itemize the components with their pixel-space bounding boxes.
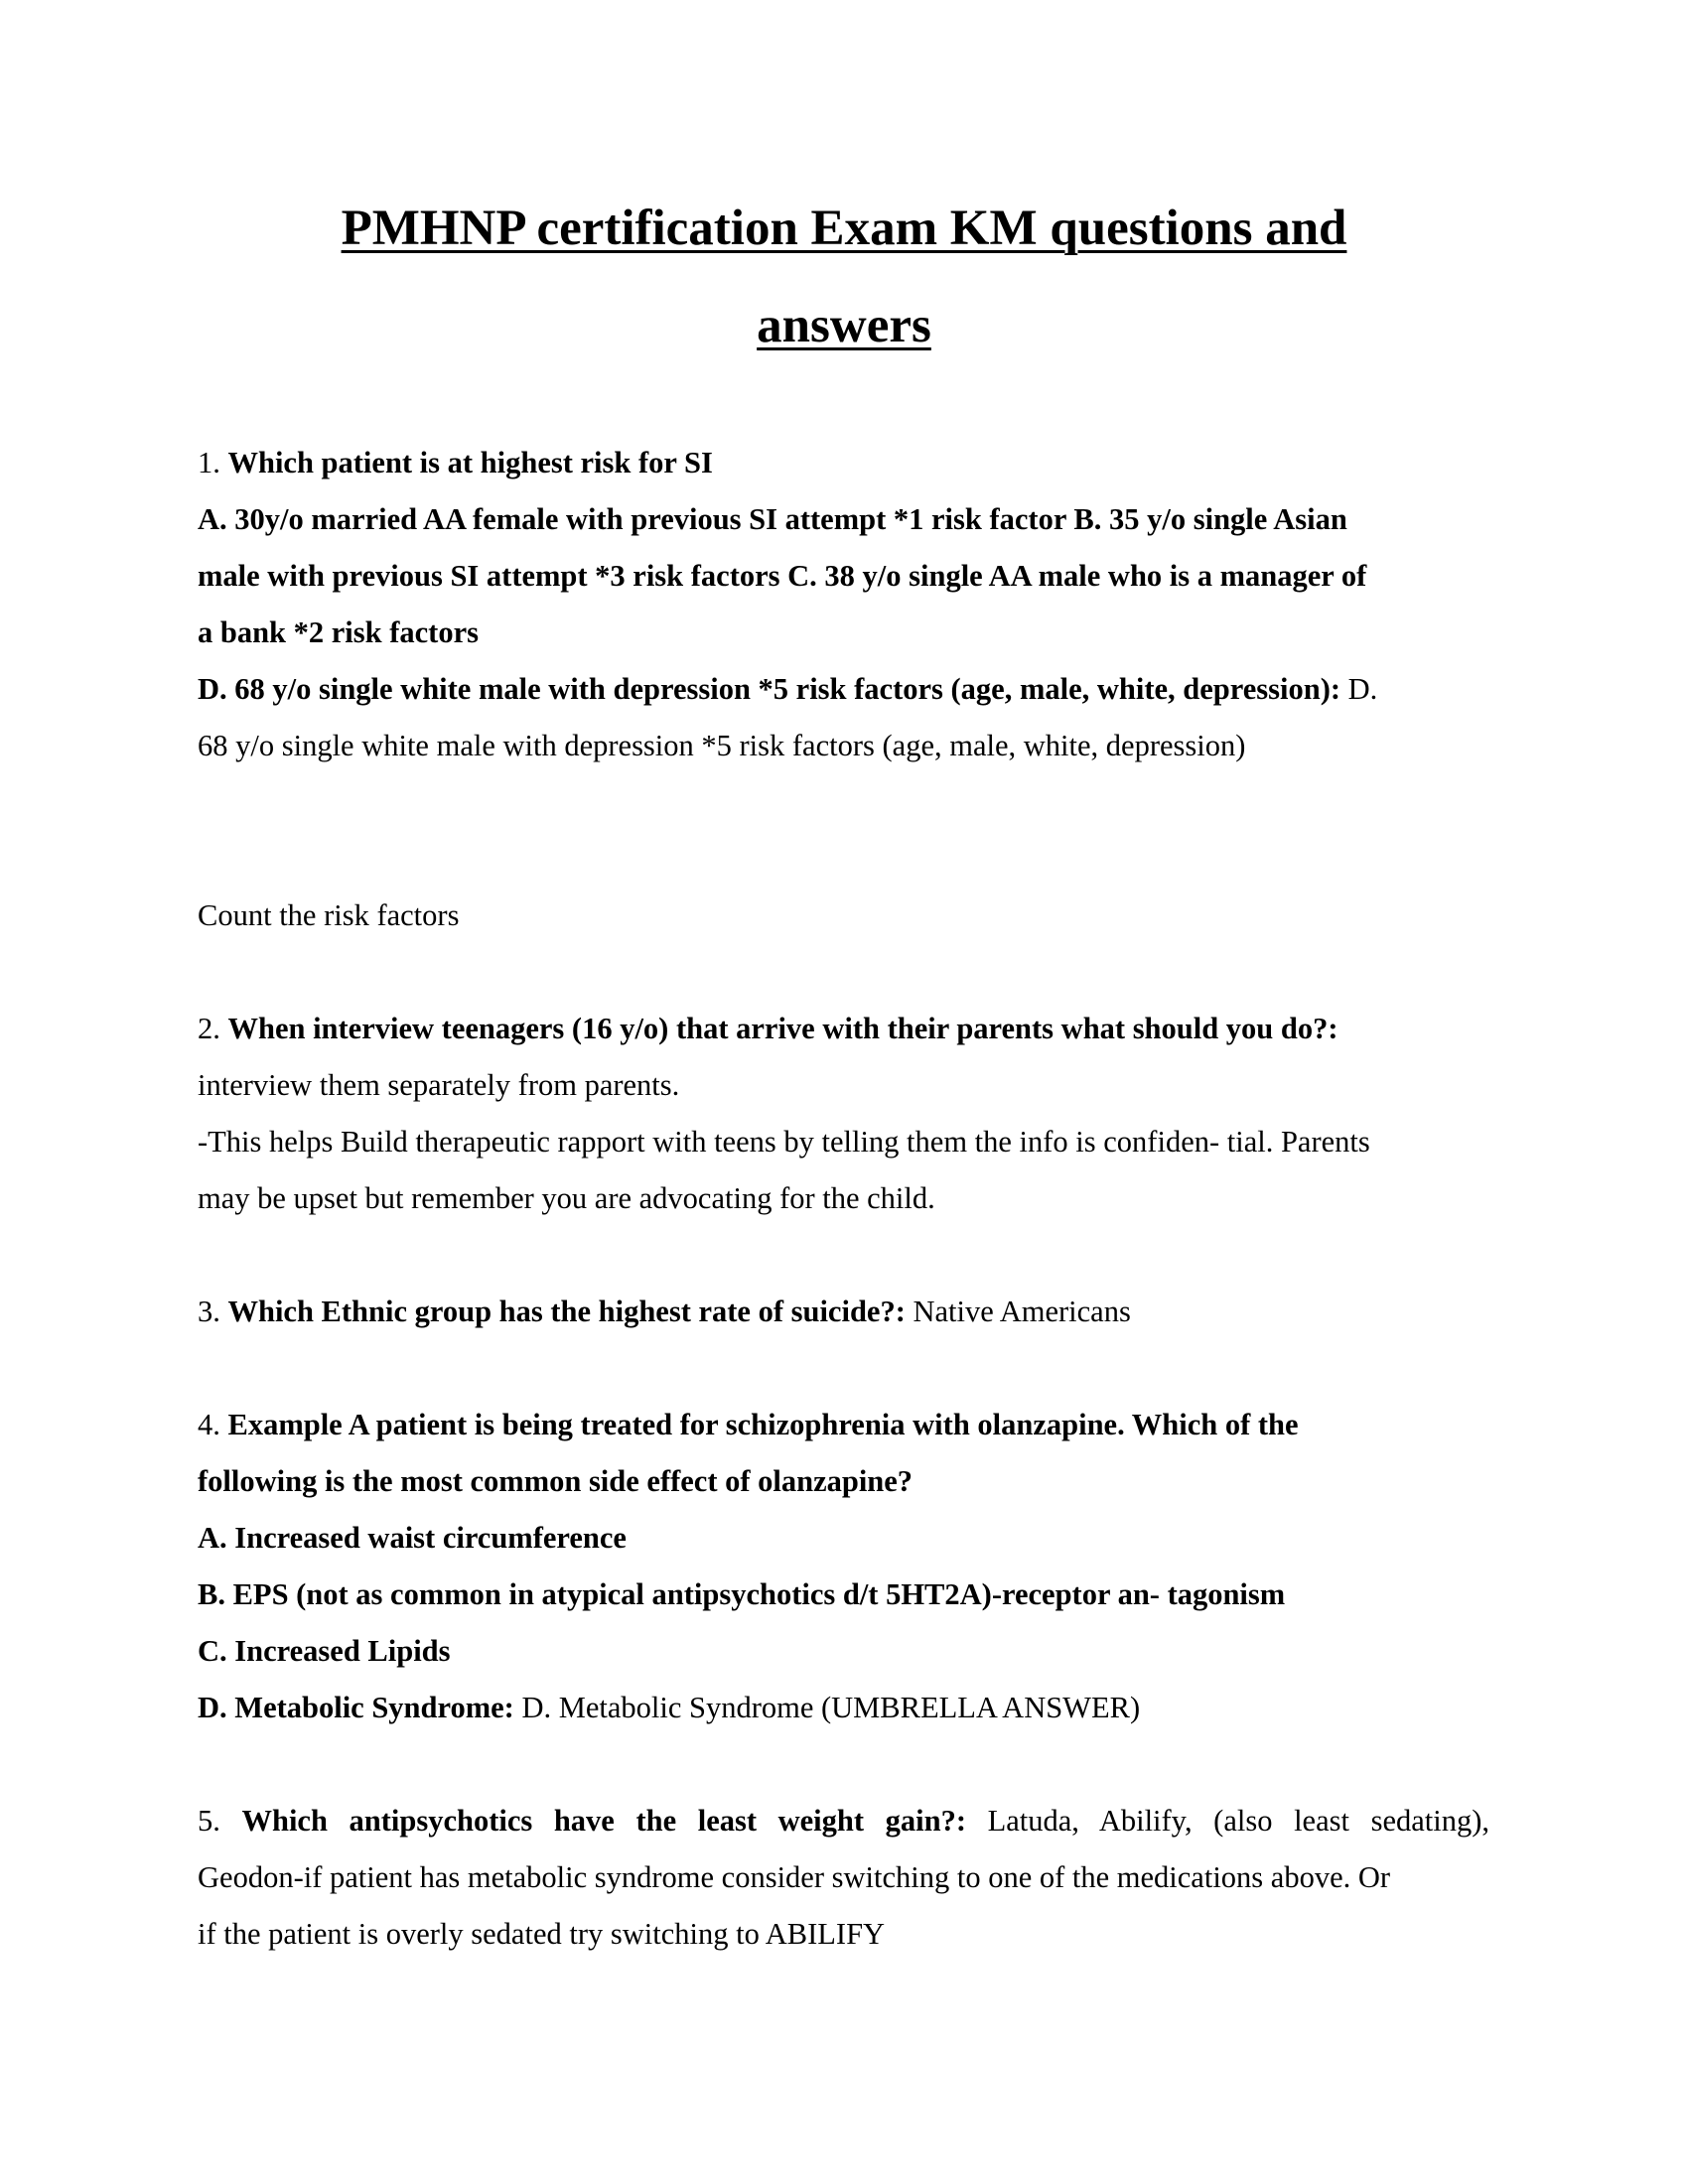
q1-note: Count the risk factors (198, 898, 460, 932)
q1-options-line-2: male with previous SI attempt *3 risk factors C. 38 y/o single AA male who is a manager of (198, 559, 1367, 593)
q1-question: Which patient is at highest risk for SI (227, 446, 713, 479)
q4-question-line-1 (198, 1406, 1488, 1443)
q2-answer-line-3: may be upset but remember you are advocating for the child. (198, 1181, 935, 1215)
q2-answer-line-1: interview them separately from parents. (198, 1068, 680, 1102)
q3-answer: Native Americans (905, 1295, 1131, 1328)
q5-question: Which antipsychotics have the least weight gain?: (241, 1804, 966, 1838)
document-title-line-2: answers (757, 298, 931, 353)
q4-number: 4. (198, 1408, 228, 1441)
q5-answer-start: Latuda, Abilify, (also least sedating), (965, 1804, 1489, 1838)
q2-question-line (198, 1010, 1488, 1047)
q2-answer-line-2: -This helps Build therapeutic rapport with teens by telling them the info is confiden- tial. Parents (198, 1125, 1370, 1159)
q4-option-a: A. Increased waist circumference (198, 1521, 627, 1555)
q3-question-line (198, 1293, 1488, 1330)
q1-option-d: D. 68 y/o single white male with depression *5 risk factors (age, male, white, depression): (198, 672, 1341, 706)
q5-number: 5. (198, 1804, 242, 1838)
q1-options-line-1: A. 30y/o married AA female with previous SI attempt *1 risk factor B. 35 y/o single Asian (198, 502, 1347, 536)
q1-options-line-3: a bank *2 risk factors (198, 615, 479, 649)
q1-answer: 68 y/o single white male with depression *5 risk factors (age, male, white, depression) (198, 729, 1246, 762)
q4-question-line-2: following is the most common side effect of olanzapine? (198, 1464, 914, 1498)
q4-option-d-line (198, 1689, 1488, 1726)
q5-answer-line-2: Geodon-if patient has metabolic syndrome consider switching to one of the medications above. Or (198, 1860, 1391, 1894)
q1-option-d-line (198, 670, 1488, 708)
q2-question: When interview teenagers (16 y/o) that arrive with their parents what should you do?: (227, 1012, 1338, 1045)
q5-question-line (198, 1802, 1489, 1840)
q4-option-b: B. EPS (not as common in atypical antipsychotics d/t 5HT2A)-receptor an- tagonism (198, 1577, 1286, 1611)
q3-number: 3. (198, 1295, 228, 1328)
q1-answer-start: D. (1340, 672, 1378, 706)
q4-question: Example A patient is being treated for schizophrenia with olanzapine. Which of the (227, 1408, 1299, 1441)
q4-option-d: D. Metabolic Syndrome: (198, 1691, 514, 1724)
q1-question-line (198, 444, 1488, 481)
q4-answer: D. Metabolic Syndrome (UMBRELLA ANSWER) (513, 1691, 1141, 1724)
q4-option-c: C. Increased Lipids (198, 1634, 451, 1668)
q2-number: 2. (198, 1012, 228, 1045)
q3-question: Which Ethnic group has the highest rate of suicide?: (227, 1295, 906, 1328)
q5-answer-line-3: if the patient is overly sedated try switching to ABILIFY (198, 1917, 886, 1951)
q1-number: 1. (198, 446, 228, 479)
document-title-line-1: PMHNP certification Exam KM questions and (341, 201, 1347, 256)
